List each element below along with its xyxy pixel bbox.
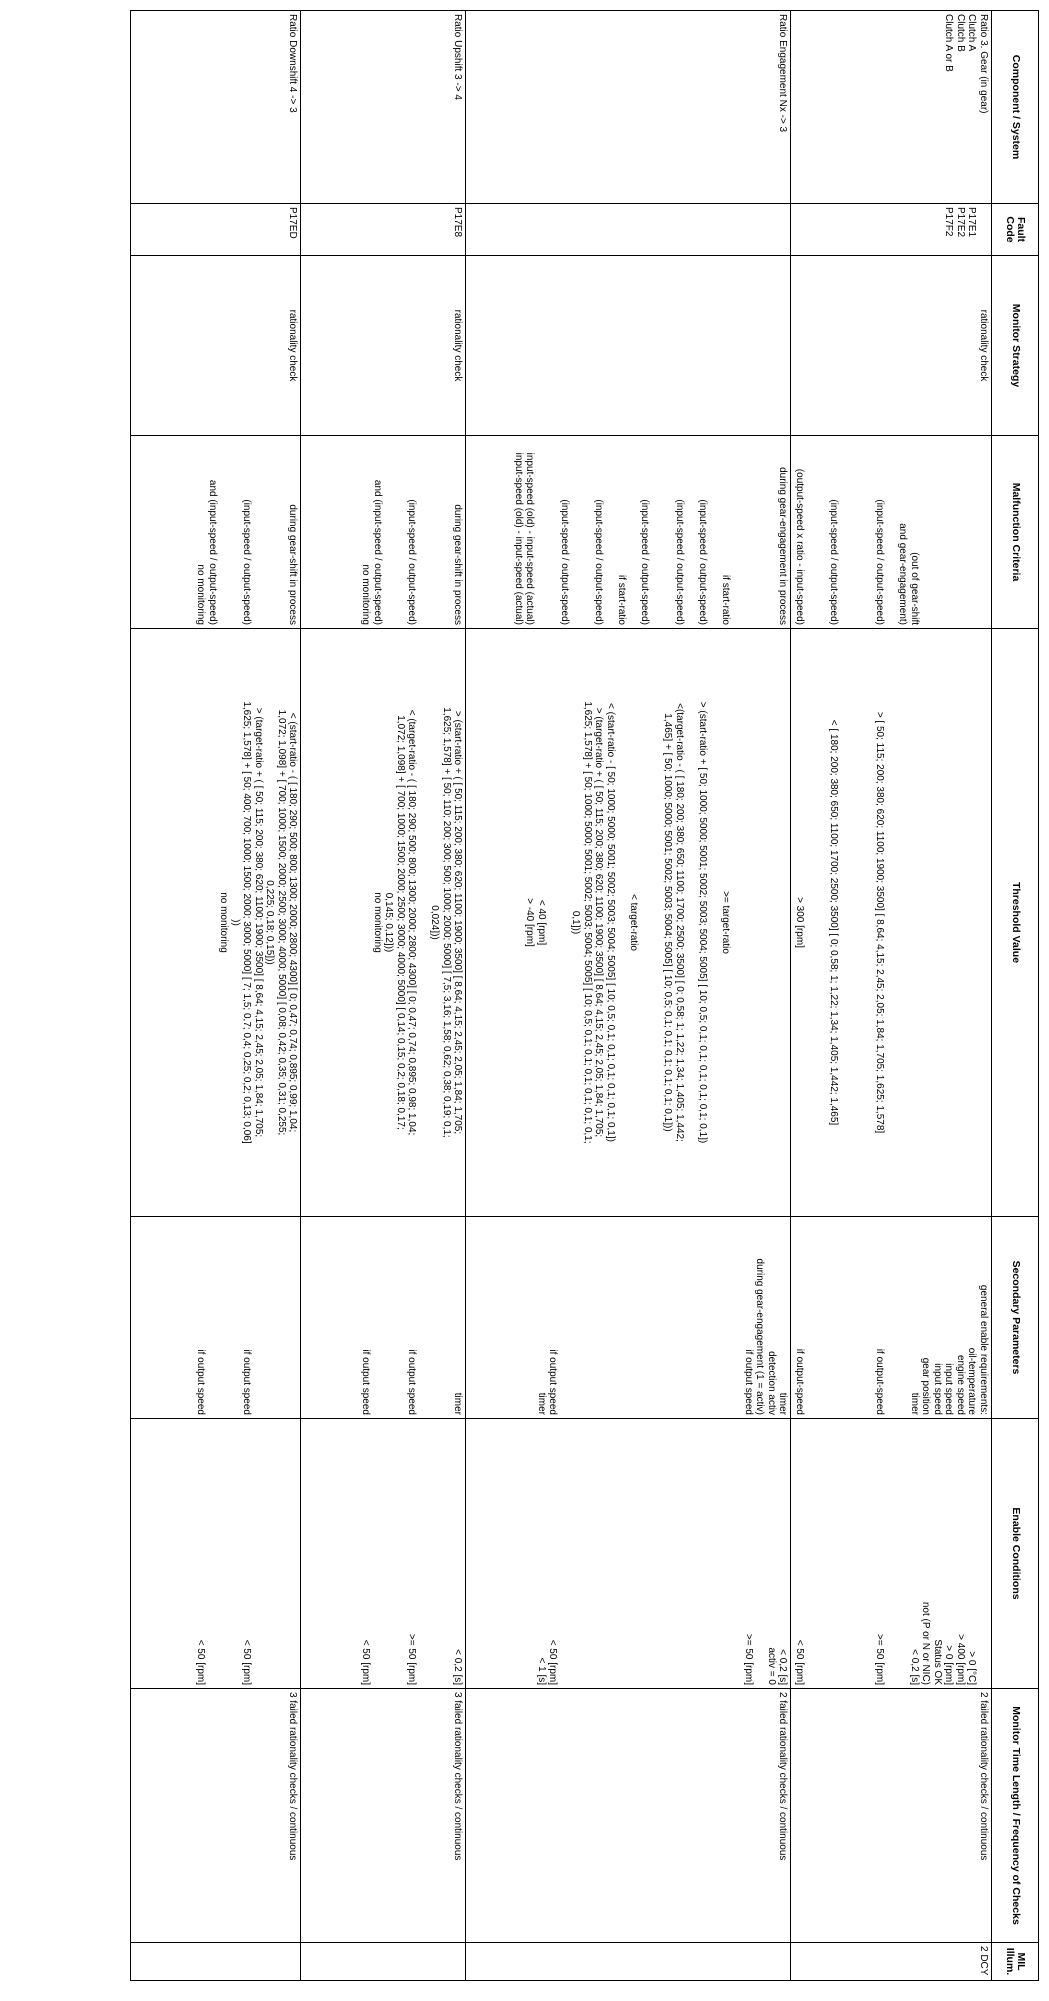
obd-monitor-table [131, 10, 1040, 1981]
cell-threshold-value: < (start-ratio - ( [ 180; 290; 500; 800; 1300; 2000; 2800; 4300] [ 0; 0,47; 0,74; 0,895; 0,99; 1,04; 1,072; 1,098] + [ 700; 1000; 1500; 2000; 2500; 3000; 4000; 5000] [ 0,08; 0,42; 0,35; 0,31; 0,255; 0,225; 0,18; 0,15])) > (target-ratio + ( [ 50; 115; 200; 380; 620; 1100; 1900; 3500] [ 8,64; 4,15; 2,45; 2,05; 1,84; 1,705; 1,625; 1,578] + [ 50; 400; 700; 1000; 1500; 2000; 3000; 5000] [ 7; 1,5; 0,7; 0,4; 0,25; 0,2; 0,13; 0,06] )) no monitoring [131, 629, 301, 1217]
table-row-ratio-engagement [466, 11, 791, 1981]
header-component: Component / System [992, 11, 1039, 204]
cell-secondary-parameters: general enable requirements: oil-temperature engine speed input speed input speed gear position timer if output-speed if output-speed [791, 1217, 992, 1419]
cell-mil [466, 1943, 791, 1981]
cell-monitor-time: 3 failed rationality checks / continuous [131, 1689, 301, 1943]
cell-enable-conditions: > 0 [°C] > 400 [rpm] > 0 [rpm] Status OK not (P or N or NIC) < 0,2 [s] >= 50 [rpm] < 50 [rpm] [791, 1419, 992, 1689]
header-malfunction-criteria: Malfunction Criteria [992, 436, 1039, 629]
cell-mil [131, 1943, 301, 1981]
cell-monitor-time: 2 failed rationality checks / continuous [466, 1689, 791, 1943]
table-row-ratio-3-gear [791, 11, 992, 1981]
cell-monitor-time: 3 failed rationality checks / continuous [301, 1689, 466, 1943]
cell-secondary-parameters: if output speed if output speed [131, 1217, 301, 1419]
cell-monitor-strategy: rationality check [131, 256, 301, 436]
cell-fault-code: P17E8 [301, 204, 466, 256]
cell-fault-code: P17E1 P17E2 P17F2 [791, 204, 992, 256]
cell-fault-code: P17ED [131, 204, 301, 256]
header-monitor-strategy: Monitor Strategy [992, 256, 1039, 436]
cell-monitor-time: 2 failed rationality checks / continuous [791, 1689, 992, 1943]
cell-component: Ratio Downshift 4 -> 3 [131, 11, 301, 204]
cell-enable-conditions: < 50 [rpm] < 50 [rpm] [131, 1419, 301, 1689]
header-monitor-time: Monitor Time Length / Frequency of Checks [992, 1689, 1039, 1943]
header-fault-code: Fault Code [992, 204, 1039, 256]
cell-threshold-value: > [ 50; 115; 200; 380; 620; 1100; 1900; 3500] [ 8,64; 4,15; 2,45; 2,05; 1,84; 1,705; 1,625; 1,578] < [ 180; 200; 380; 650; 1100; 1700; 2500; 3500] [ 0; 0,58; 1; 1,22; 1,34; 1,405; 1,442; 1,465] > 300 [rpm] [791, 629, 992, 1217]
cell-monitor-strategy: rationality check [791, 256, 992, 436]
cell-enable-conditions: < 0,2 [s] activ = 0 >= 50 [rpm] < 50 [rpm] < 1 [s] [466, 1419, 791, 1689]
cell-monitor-strategy [466, 256, 791, 436]
header-enable-conditions: Enable Conditions [992, 1419, 1039, 1689]
header-mil: MIL Illum. [992, 1943, 1039, 1981]
cell-component: Ratio Engagement Nx -> 3 [466, 11, 791, 204]
cell-component: Ratio 3. Gear (in gear) Clutch A Clutch B Clutch A or B [791, 11, 992, 204]
cell-mil: 2 DCY [791, 1943, 992, 1981]
cell-mil [301, 1943, 466, 1981]
cell-secondary-parameters: timer detection activ during gear-engagement (1 = activ) if output speed if output speed timer [466, 1217, 791, 1419]
cell-malfunction-criteria: during gear-engagement in process if start-ratio (input-speed / output-speed) (input-speed / output-speed) (input-speed / output-speed) if start-ratio (input-speed / output-speed) (input-speed / output-speed) input-speed (old) - input-speed (actual) input-speed (old) - input-speed (actual) [466, 436, 791, 629]
header-row [992, 11, 1039, 1981]
cell-malfunction-criteria: during gear-shift in process (input-speed / output-speed) and (input-speed / output-speed) no monitoring [131, 436, 301, 629]
table-row-ratio-upshift [301, 11, 466, 1981]
cell-secondary-parameters: timer if output speed if output speed [301, 1217, 466, 1419]
cell-threshold-value: >= target-ratio > (start-ratio + [ 50; 1000; 5000; 5001; 5002; 5003; 5004; 5005] [ 10; 0,5; 0,1; 0,1; 0,1; 0,1; 0,1; 0,1]) <(target-ratio - ( [ 180; 200; 380; 650; 1100; 1700; 2500; 3500] [ 0; 0,58; 1; 1,22; 1,34; 1,405; 1,442; 1,465] + [ 50; 1000; 5000; 5001; 5002; 5003; 5004; 5005] [ 10; 0,5; 0,1; 0,1; 0,1; 0,1; 0,1; 0,1])) < target-ratio < (start-ratio - [ 50; 1000; 5000; 5001; 5002; 5003; 5004; 5005] [ 10; 0,5; 0,1; 0,1; 0,1; 0,1; 0,1; 0,1]) > (target-ratio + ( [ 50; 115; 200; 380; 620; 1100; 1900; 3500] [ 8,64; 4,15; 2,45; 2,05; 1,84; 1,705; 1,625; 1,578] + [ 50; 1000; 5000; 5001; 5002; 5003; 5004; 5005] [ 10; 0,5; 0,1; 0,1; 0,1; 0,1; 0,1; 0,1; 0,1])) < 40 [rpm] > -40 [rpm] [466, 629, 791, 1217]
cell-fault-code [466, 204, 791, 256]
cell-threshold-value: > (start-ratio + ( [ 50; 115; 200; 380; 620; 1100; 1900; 3500] [ 8,64; 4,15; 2,45; 2,05; 1,84; 1,705; 1,625; 1,578] + [ 50; 110; 200; 300; 500; 1000; 2000; 5000] [ 7,5; 3,16; 1,58; 0,62; 0,38; 0,19; 0,1; 0,024])) < (target-ratio - ( [ 180; 290; 500; 800; 1300; 2000; 2800; 4300] [ 0; 0,47; 0,74; 0,895; 0,98; 1,04; 1,072; 1,098] + [ 700; 1000; 1500; 2000; 2500; 3000; 4000; 5000] [ 0,14; 0,15; 0,2; 0,18; 0,17; 0,145; 0,12])) no monitoring [301, 629, 466, 1217]
header-threshold-value: Threshold Value [992, 629, 1039, 1217]
cell-component: Ratio Upshift 3 -> 4 [301, 11, 466, 204]
header-secondary-parameters: Secondary Parameters [992, 1217, 1039, 1419]
cell-malfunction-criteria: during gear-shift in process (input-speed / output-speed) and (input-speed / output-speed) no monitoring [301, 436, 466, 629]
table-row-ratio-downshift [131, 11, 301, 1981]
cell-monitor-strategy: rationality check [301, 256, 466, 436]
cell-enable-conditions: < 0,2 [s] >= 50 [rpm] < 50 [rpm] [301, 1419, 466, 1689]
cell-malfunction-criteria: (out of gear-shift and gear-engagement) (input-speed / output-speed) (input-speed / output-speed) (output-speed x ratio - input-speed) [791, 436, 992, 629]
